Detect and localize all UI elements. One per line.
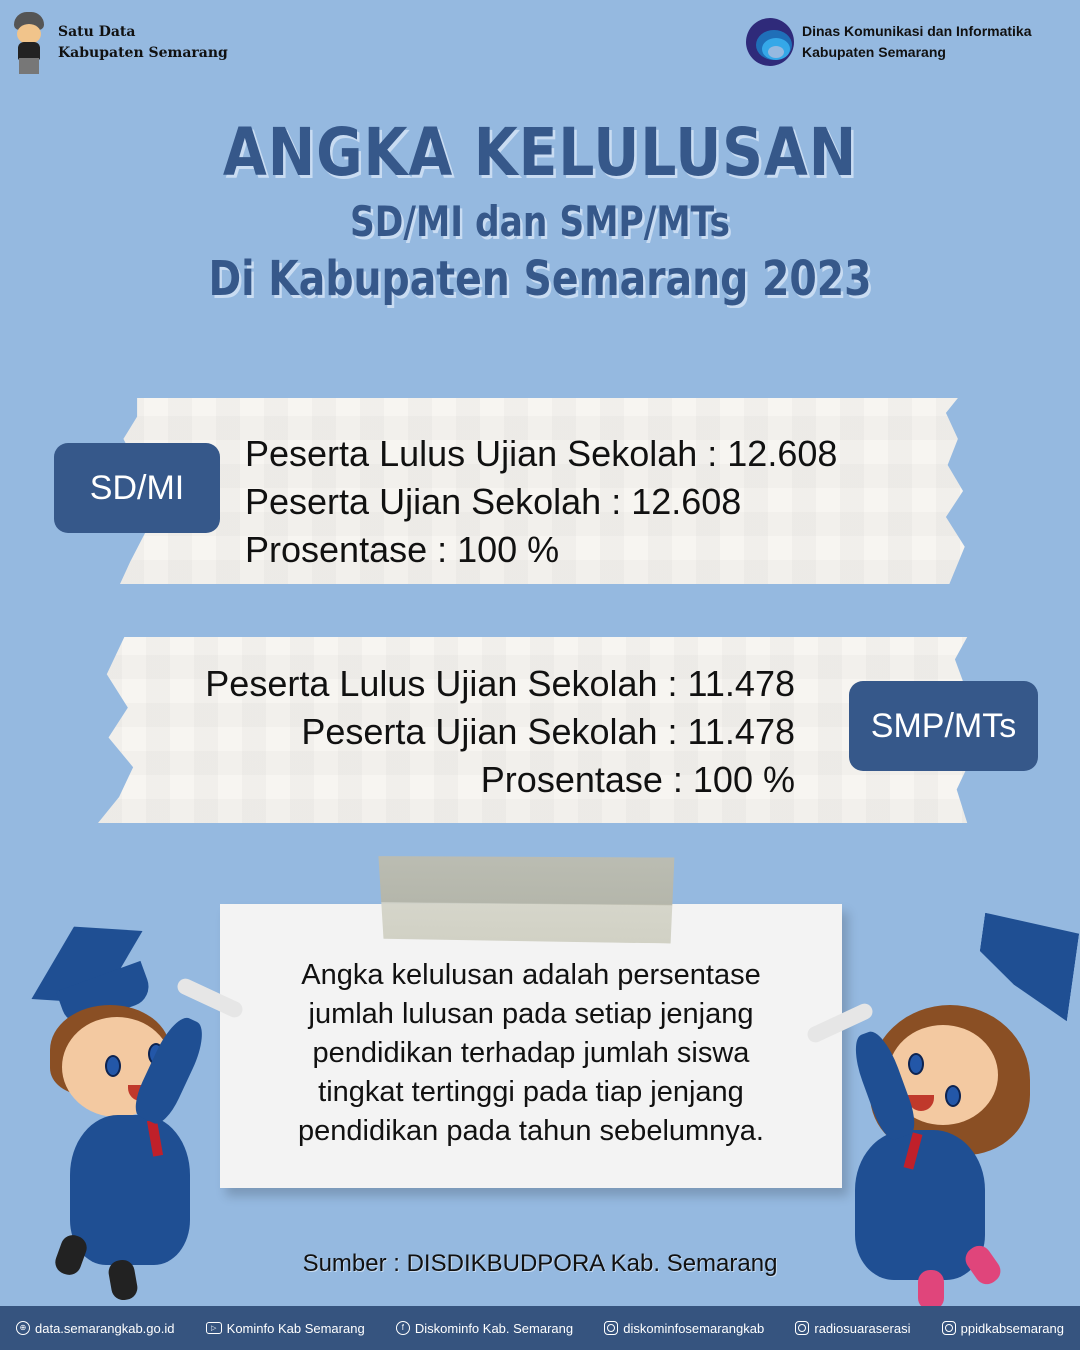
tape-decoration bbox=[378, 854, 675, 943]
instagram-icon bbox=[942, 1321, 956, 1335]
diskominfo-line2: Kabupaten Semarang bbox=[802, 44, 946, 60]
youtube-icon: ▷ bbox=[206, 1322, 222, 1334]
stat-lulus-smp: Peserta Lulus Ujian Sekolah : 11.478 bbox=[205, 663, 795, 704]
instagram-icon bbox=[795, 1321, 809, 1335]
stat-lulus-sd: Peserta Lulus Ujian Sekolah : 12.608 bbox=[245, 433, 838, 474]
badge-smp-mts: SMP/MTs bbox=[849, 681, 1038, 771]
stat-peserta-smp: Peserta Ujian Sekolah : 11.478 bbox=[301, 711, 795, 752]
stats-smp-mts bbox=[150, 660, 795, 804]
definition-line: pendidikan pada tahun sebelumnya. bbox=[298, 1115, 764, 1147]
footer-label: ppidkabsemarang bbox=[960, 1320, 1064, 1336]
stat-peserta-sd: Peserta Ujian Sekolah : 12.608 bbox=[245, 481, 742, 522]
title-line-1: ANGKA KELULUSAN bbox=[222, 114, 858, 191]
footer-label: Kominfo Kab Semarang bbox=[226, 1320, 365, 1336]
footer-link-instagram-diskominfo[interactable] bbox=[604, 1321, 764, 1336]
graduate-boy-illustration bbox=[0, 905, 270, 1305]
diskominfo-text bbox=[802, 21, 1032, 63]
definition-line: pendidikan terhadap jumlah siswa bbox=[312, 1037, 750, 1069]
footer-link-facebook[interactable] bbox=[396, 1321, 573, 1336]
stats-sd-mi bbox=[245, 430, 837, 574]
stat-prosentase-smp: Prosentase : 100 % bbox=[480, 759, 795, 800]
header-satu-data bbox=[10, 10, 228, 76]
definition-line: tingkat tertinggi pada tiap jenjang bbox=[318, 1076, 744, 1108]
footer-link-instagram-ppid[interactable] bbox=[942, 1321, 1064, 1336]
satu-data-line2: Kabupaten Semarang bbox=[58, 45, 228, 61]
header-diskominfo bbox=[746, 18, 1032, 66]
page-title bbox=[0, 110, 1080, 310]
facebook-icon: f bbox=[396, 1321, 410, 1335]
satu-data-line1: Satu Data bbox=[58, 24, 136, 40]
satu-data-mascot-icon bbox=[10, 10, 46, 76]
footer-bar bbox=[0, 1306, 1080, 1350]
badge-sd-mi: SD/MI bbox=[54, 443, 220, 533]
instagram-icon bbox=[604, 1321, 618, 1335]
footer-link-instagram-radio[interactable] bbox=[795, 1321, 910, 1336]
footer-label: Diskominfo Kab. Semarang bbox=[414, 1320, 574, 1336]
stat-prosentase-sd: Prosentase : 100 % bbox=[245, 529, 560, 570]
footer-label: diskominfosemarangkab bbox=[623, 1320, 765, 1336]
footer-label: radiosuaraserasi bbox=[814, 1320, 911, 1336]
footer-label: data.semarangkab.go.id bbox=[35, 1320, 175, 1336]
definition-line: Angka kelulusan adalah persentase bbox=[301, 959, 761, 991]
definition-text bbox=[220, 956, 842, 1151]
source-text: Sumber : DISDIKBUDPORA Kab. Semarang bbox=[302, 1250, 778, 1277]
title-line-2: SD/MI dan SMP/MTs bbox=[349, 197, 731, 246]
title-line-3: Di Kabupaten Semarang 2023 bbox=[208, 251, 872, 307]
graduate-girl-illustration bbox=[800, 905, 1080, 1305]
globe-icon: ⊕ bbox=[16, 1321, 30, 1335]
kominfo-logo-icon bbox=[746, 18, 794, 66]
definition-line: jumlah lulusan pada setiap jenjang bbox=[308, 998, 754, 1030]
satu-data-text bbox=[58, 22, 228, 64]
footer-link-youtube[interactable] bbox=[206, 1321, 365, 1336]
diskominfo-line1: Dinas Komunikasi dan Informatika bbox=[802, 23, 1032, 39]
footer-link-website[interactable] bbox=[16, 1321, 174, 1336]
